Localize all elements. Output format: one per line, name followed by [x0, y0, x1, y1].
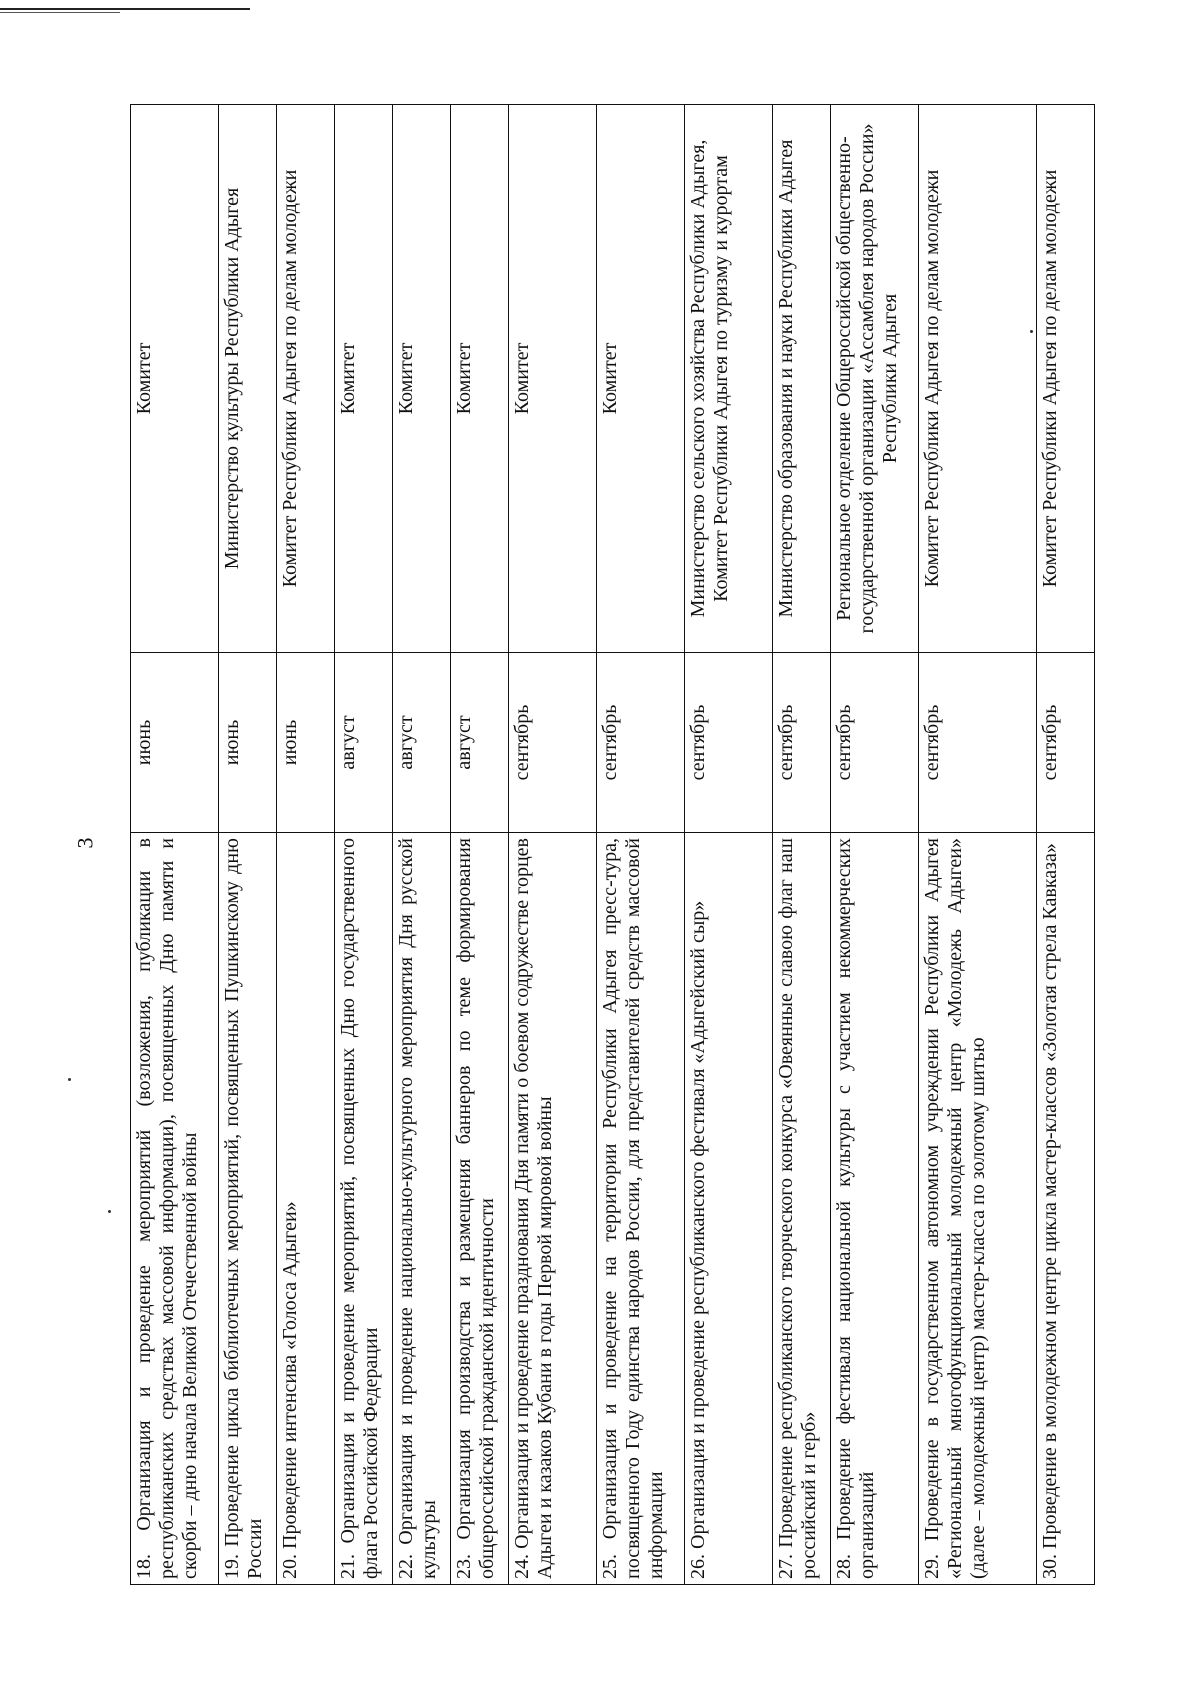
responsible-cell: Комитет Республики Адыгея по делам молодежи: [277, 105, 335, 653]
event-cell: 25. Организация и проведение на территории Республики Адыгея пресс-тура, посвященного Году единства народов России, для представителей средств массовой информации: [597, 833, 685, 1585]
table-row: [451, 105, 509, 1585]
event-cell: 18. Организация и проведение мероприятий (возложения, публикации в республиканских средствах массовой информации), посвященных Дню памяти и скорби – дню начала Великой Отечественной войны: [131, 833, 219, 1585]
date-cell: сентябрь: [509, 653, 597, 833]
responsible-cell: Комитет: [335, 105, 393, 653]
scan-artifact-dot: [108, 1210, 111, 1213]
date-cell: июнь: [131, 653, 219, 833]
event-cell: 27. Проведение республиканского творческого конкурса «Овеянные славою флаг наш российский и герб»: [773, 833, 831, 1585]
responsible-cell: Комитет: [393, 105, 451, 653]
scan-artifact-line: [0, 8, 250, 10]
table-row: [685, 105, 773, 1585]
event-cell: 30. Проведение в молодежном центре цикла мастер-классов «Золотая стрела Кавказа»: [1037, 833, 1095, 1585]
event-cell: 21. Организация и проведение мероприятий, посвященных Дню государственного флага Российской Федерации: [335, 833, 393, 1585]
date-cell: август: [451, 653, 509, 833]
table-row: [831, 105, 919, 1585]
date-cell: сентябрь: [831, 653, 919, 833]
responsible-cell: Комитет: [131, 105, 219, 653]
table-row: [277, 105, 335, 1585]
responsible-cell: Региональное отделение Общероссийской общественно-государственной организации «Ассамблея народов России» Республики Адыгея: [831, 105, 919, 653]
responsible-cell: Министерство культуры Республики Адыгея: [219, 105, 277, 653]
event-cell: 24. Организация и проведение празднования Дня памяти о боевом содружестве горцев Адыгеи и казаков Кубани в годы Первой мировой войны: [509, 833, 597, 1585]
table-row: [131, 105, 219, 1585]
event-cell: 28. Проведение фестиваля национальной культуры с участием некоммерческих организаций: [831, 833, 919, 1585]
page-number: 3: [72, 837, 98, 849]
date-cell: сентябрь: [773, 653, 831, 833]
events-table: [130, 104, 1095, 1585]
responsible-cell: Министерство сельского хозяйства Республики Адыгея, Комитет Республики Адыгея по туризму и курортам: [685, 105, 773, 653]
responsible-cell: Комитет: [451, 105, 509, 653]
date-cell: сентябрь: [685, 653, 773, 833]
scan-artifact-line: [0, 12, 120, 13]
responsible-cell: Министерство образования и науки Республики Адыгея: [773, 105, 831, 653]
event-cell: 26. Организация и проведение республиканского фестиваля «Адыгейский сыр»: [685, 833, 773, 1585]
rotated-table-container: [130, 105, 1075, 1585]
scan-artifact-dot: [68, 1078, 71, 1081]
date-cell: сентябрь: [597, 653, 685, 833]
events-table-body: [131, 105, 1095, 1585]
table-row: [335, 105, 393, 1585]
table-row: [219, 105, 277, 1585]
date-cell: сентябрь: [1037, 653, 1095, 833]
table-row: [773, 105, 831, 1585]
event-cell: 29. Проведение в государственном автономном учреждении Республики Адыгея «Региональный многофункциональный молодежный центр «Молодежь Адыгеи» (далее – молодежный центр) мастер-класса по золотому шитью: [919, 833, 1037, 1585]
event-cell: 23. Организация производства и размещения баннеров по теме формирования общероссийской гражданской идентичности: [451, 833, 509, 1585]
date-cell: июнь: [219, 653, 277, 833]
table-row: [919, 105, 1037, 1585]
table-row: [393, 105, 451, 1585]
responsible-cell: Комитет Республики Адыгея по делам молодежи: [1037, 105, 1095, 653]
event-cell: 22. Организация и проведение национально-культурного мероприятия Дня русской культуры: [393, 833, 451, 1585]
event-cell: 19. Проведение цикла библиотечных мероприятий, посвященных Пушкинскому дню России: [219, 833, 277, 1585]
date-cell: июнь: [277, 653, 335, 833]
responsible-cell: Комитет Республики Адыгея по делам молодежи: [919, 105, 1037, 653]
table-row: [597, 105, 685, 1585]
date-cell: август: [393, 653, 451, 833]
table-row: [509, 105, 597, 1585]
date-cell: сентябрь: [919, 653, 1037, 833]
event-cell: 20. Проведение интенсива «Голоса Адыгеи»: [277, 833, 335, 1585]
responsible-cell: Комитет: [509, 105, 597, 653]
date-cell: август: [335, 653, 393, 833]
table-row: [1037, 105, 1095, 1585]
responsible-cell: Комитет: [597, 105, 685, 653]
